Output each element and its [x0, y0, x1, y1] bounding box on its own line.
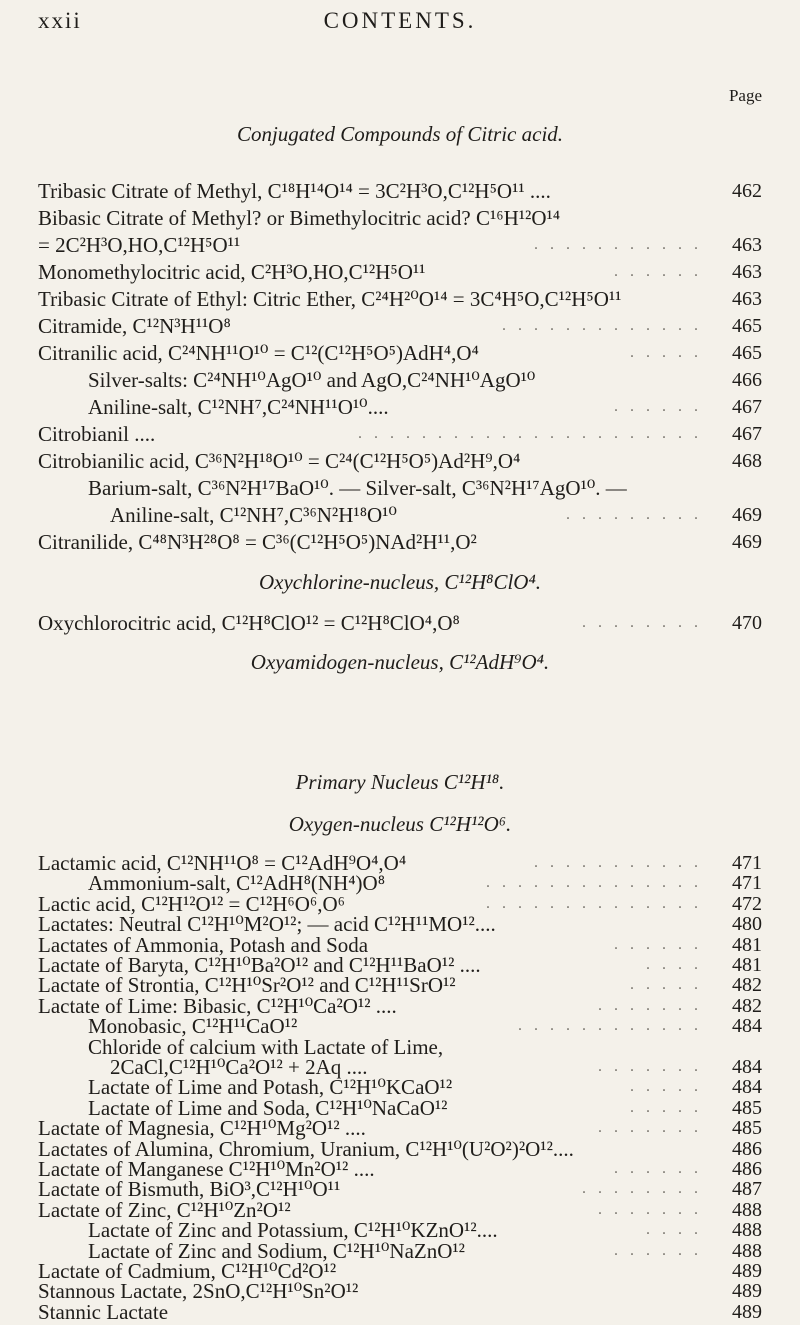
- leader-dots: . . . . . . . . .: [566, 506, 702, 523]
- toc-entry: [0, 259, 800, 285]
- running-title: CONTENTS.: [323, 8, 477, 33]
- leader-dots: . . . . .: [630, 976, 702, 994]
- leader-dots: . . . . . .: [614, 398, 702, 415]
- entry-page: 467: [732, 423, 762, 445]
- entry-text: Lactate of Baryta, C¹²H¹⁰Ba²O¹² and C¹²H¹¹BaO¹² ....: [38, 953, 481, 977]
- entry-page: 465: [732, 342, 762, 364]
- leader-dots: . . . . . . .: [598, 1119, 702, 1137]
- entry-text: Tribasic Citrate of Ethyl: Citric Ether, C²⁴H²⁰O¹⁴ = 3C⁴H⁵O,C¹²H⁵O¹¹: [38, 287, 622, 311]
- leader-dots: . . . . .: [630, 344, 702, 361]
- toc-entry: [0, 394, 800, 420]
- entry-text: Citranilide, C⁴⁸N³H²⁸O⁸ = C³⁶(C¹²H⁵O⁵)NAd²H¹¹,O²: [38, 530, 477, 554]
- entry-text: Barium-salt, C³⁶N²H¹⁷BaO¹⁰. — Silver-salt, C³⁶N²H¹⁷AgO¹⁰. —: [88, 476, 627, 500]
- section-heading: Oxychlorine-nucleus, C¹²H⁸ClO⁴.: [258, 570, 542, 594]
- entry-text: Tribasic Citrate of Methyl, C¹⁸H¹⁴O¹⁴ = 3C²H³O,C¹²H⁵O¹¹ ....: [38, 179, 551, 203]
- entry-page: 484: [732, 1076, 762, 1099]
- entry-text: Lactate of Lime and Soda, C¹²H¹⁰NaCaO¹²: [88, 1095, 448, 1120]
- leader-dots: . . . . . . .: [598, 1058, 702, 1075]
- toc-entry: [0, 475, 800, 501]
- toc-entry: [0, 1299, 800, 1325]
- toc-entry: [0, 448, 800, 474]
- toc-entry: [0, 367, 800, 393]
- entry-page: 462: [732, 180, 762, 202]
- entry-text: Lactate of Zinc, C¹²H¹⁰Zn²O¹²: [38, 1197, 291, 1222]
- entry-text: Lactate of Zinc and Potassium, C¹²H¹⁰KZnO¹²....: [88, 1218, 498, 1243]
- section-heading: Primary Nucleus C¹²H¹⁸.: [295, 770, 505, 794]
- entry-page: 487: [732, 1178, 762, 1201]
- entry-text: 2CaCl,C¹²H¹⁰Ca²O¹² + 2Aq ....: [110, 1055, 368, 1079]
- leader-dots: . . . . .: [630, 1078, 702, 1096]
- running-head: [38, 8, 762, 48]
- section-heading: Oxyamidogen-nucleus, C¹²AdH⁹O⁴.: [250, 650, 550, 674]
- entry-text: Citranilic acid, C²⁴NH¹¹O¹⁰ = C¹²(C¹²H⁵O⁵)AdH⁴,O⁴: [38, 341, 479, 365]
- toc-entry: [0, 313, 800, 339]
- section-heading: Conjugated Compounds of Citric acid.: [236, 122, 564, 146]
- entry-text: Silver-salts: C²⁴NH¹⁰AgO¹⁰ and AgO,C²⁴NH¹⁰AgO¹⁰: [88, 368, 536, 392]
- page-column-heading: Page: [728, 86, 762, 105]
- entry-page: 472: [732, 892, 762, 915]
- toc-entry: [0, 340, 800, 366]
- entry-page: 486: [732, 1137, 762, 1160]
- entry-text: Lactate of Zinc and Sodium, C¹²H¹⁰NaZnO¹²: [88, 1238, 465, 1263]
- entry-text: Lactate of Strontia, C¹²H¹⁰Sr²O¹² and C¹²H¹¹SrO¹²: [38, 973, 456, 998]
- entry-page: 482: [732, 994, 762, 1017]
- entry-page: 463: [732, 261, 762, 283]
- entry-text: Stannic Lactate: [38, 1299, 169, 1324]
- entry-text: Bibasic Citrate of Methyl? or Bimethylocitric acid? C¹⁶H¹²O¹⁴: [38, 206, 561, 230]
- entry-text: Monobasic, C¹²H¹¹CaO¹²: [88, 1014, 298, 1039]
- entry-page: 467: [732, 396, 762, 418]
- entry-text: Citrobianil ....: [38, 422, 156, 446]
- leader-dots: . . . . . . . . . . . . . .: [486, 894, 702, 912]
- leader-dots: . . . . . . . .: [582, 1180, 702, 1198]
- entry-text: = 2C²H³O,HO,C¹²H⁵O¹¹: [38, 233, 241, 257]
- leader-dots: . . . . . .: [614, 1241, 702, 1259]
- entry-text: Lactate of Manganese C¹²H¹⁰Mn²O¹² ....: [38, 1157, 375, 1181]
- page-number: xxii: [38, 8, 82, 33]
- entry-page: 468: [732, 450, 762, 472]
- entry-text: Chloride of calcium with Lactate of Lime,: [88, 1034, 444, 1059]
- entry-page: 480: [732, 913, 762, 936]
- entry-page: 486: [732, 1158, 762, 1180]
- entry-text: Citramide, C¹²N³H¹¹O⁸: [38, 314, 231, 338]
- toc-entry: [0, 610, 800, 636]
- entry-text: Aniline-salt, C¹²NH⁷,C²⁴NH¹¹O¹⁰....: [88, 395, 389, 419]
- toc-entry: [0, 421, 800, 447]
- toc-entry: [0, 502, 800, 528]
- toc-entry: [0, 232, 800, 258]
- entry-text: Citrobianilic acid, C³⁶N²H¹⁸O¹⁰ = C²⁴(C¹²H⁵O⁵)Ad²H⁹,O⁴: [38, 449, 521, 473]
- entry-page: 463: [732, 234, 762, 256]
- entry-text: Lactate of Lime: Bibasic, C¹²H¹⁰Ca²O¹² ....: [38, 993, 397, 1018]
- leader-dots: . . . . . . .: [598, 996, 702, 1014]
- entry-page: 481: [732, 933, 762, 956]
- entry-page: 466: [732, 369, 762, 391]
- entry-text: Lactic acid, C¹²H¹²O¹² = C¹²H⁶O⁶,O⁶: [38, 891, 345, 916]
- leader-dots: . . . . .: [630, 1098, 702, 1116]
- toc-entry: [0, 286, 800, 312]
- entry-page: 485: [732, 1096, 762, 1119]
- entry-page: 470: [732, 612, 762, 634]
- entry-page: 481: [732, 954, 762, 976]
- entry-page: 489: [732, 1260, 762, 1282]
- entry-page: 484: [732, 1056, 762, 1078]
- leader-dots: . . . . . . . . . . . . .: [502, 317, 702, 334]
- entry-text: Aniline-salt, C¹²NH⁷,C³⁶N²H¹⁸O¹⁰: [110, 503, 397, 527]
- leader-dots: . . . . . . . . . . . .: [518, 1017, 702, 1035]
- entry-page: 488: [732, 1239, 762, 1262]
- entry-text: Stannous Lactate, 2SnO,C¹²H¹⁰Sn²O¹²: [38, 1279, 359, 1304]
- leader-dots: . . . . . .: [614, 1160, 702, 1177]
- leader-dots: . . . . . .: [614, 935, 702, 953]
- entry-page: 465: [732, 315, 762, 337]
- entry-text: Lactates of Alumina, Chromium, Uranium, C¹²H¹⁰(U²O²)²O¹²....: [38, 1136, 574, 1161]
- leader-dots: . . . . . . . . . . . . . .: [486, 874, 702, 892]
- toc-entry: [0, 178, 800, 204]
- entry-text: Oxychlorocitric acid, C¹²H⁸ClO¹² = C¹²H⁸ClO⁴,O⁸: [38, 611, 460, 635]
- entry-text: Lactates of Ammonia, Potash and Soda: [38, 932, 369, 957]
- entry-page: 489: [732, 1280, 762, 1303]
- entry-text: Ammonium-salt, C¹²AdH⁸(NH⁴)O⁸: [88, 871, 386, 896]
- entry-text: Lactates: Neutral C¹²H¹⁰M²O¹²; — acid C¹²H¹¹MO¹²....: [38, 912, 496, 937]
- entry-page: 484: [732, 1015, 762, 1038]
- leader-dots: . . . . . . . . . . .: [534, 854, 702, 871]
- leader-dots: . . . .: [646, 1221, 702, 1239]
- entry-text: Lactamic acid, C¹²NH¹¹O⁸ = C¹²AdH⁹O⁴,O⁴: [38, 851, 407, 875]
- entry-page: 463: [732, 288, 762, 310]
- entry-page: 471: [732, 872, 762, 895]
- entry-text: Monomethylocitric acid, C²H³O,HO,C¹²H⁵O¹¹: [38, 260, 426, 284]
- entry-page: 488: [732, 1198, 762, 1221]
- entry-page: 485: [732, 1117, 762, 1140]
- entry-page: 471: [732, 852, 762, 874]
- leader-dots: . . . . . .: [614, 263, 702, 280]
- leader-dots: . . . . . . . . . . . . . . . . . . . . . .: [358, 425, 702, 442]
- leader-dots: . . . . . . . . . . .: [534, 236, 702, 253]
- toc-entry: [0, 529, 800, 555]
- entry-page: 482: [732, 974, 762, 997]
- section-heading: Oxygen-nucleus C¹²H¹²O⁶.: [288, 812, 512, 836]
- leader-dots: . . . . . . .: [598, 1200, 702, 1218]
- entry-page: 469: [732, 531, 762, 553]
- entry-text: Lactate of Magnesia, C¹²H¹⁰Mg²O¹² ....: [38, 1116, 366, 1141]
- entry-page: 489: [732, 1300, 762, 1323]
- entry-text: Lactate of Cadmium, C¹²H¹⁰Cd²O¹²: [38, 1259, 337, 1283]
- entry-text: Lactate of Lime and Potash, C¹²H¹⁰KCaO¹²: [88, 1075, 453, 1100]
- leader-dots: . . . . . . . .: [582, 614, 702, 631]
- leader-dots: . . . .: [646, 956, 702, 973]
- entry-page: 469: [732, 504, 762, 526]
- toc-entry: [0, 205, 800, 231]
- entry-page: 488: [732, 1219, 762, 1242]
- entry-text: Lactate of Bismuth, BiO³,C¹²H¹⁰O¹¹: [38, 1177, 341, 1202]
